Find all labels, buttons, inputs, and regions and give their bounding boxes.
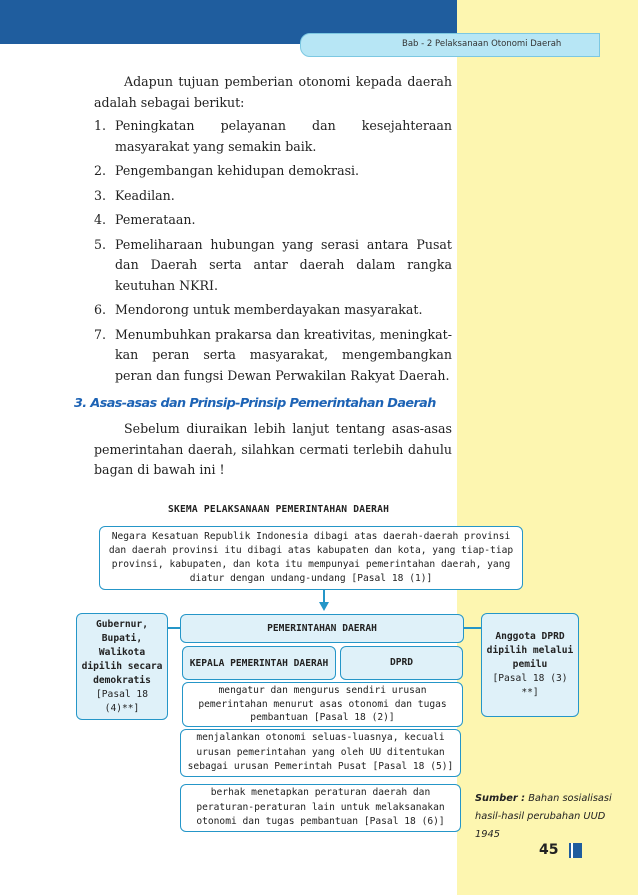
chapter-header-text: Bab - 2 Pelaksanaan Otonomi Daerah [402,39,562,49]
dprd-label: DPRD [389,657,414,668]
kepala-daerah-label: KEPALA PEMERINTAH DAERAH [189,657,329,669]
list-item-text: Peningkatan pelayanan dan kesejahteraan masyarakat yang semakin baik. [115,118,452,154]
page-marker [571,843,582,858]
list-item-text: Pemerataan. [115,212,196,227]
list-item-text: Keadilan. [115,187,175,203]
intro-paragraph: Adapun tujuan pemberian otonomi kepada daerah adalah sebagai berikut: [94,74,452,110]
source-label: Sumber : [475,793,526,804]
gubernur-text: Gubernur, Bupati, Walikota dipilih secara demokratis [81,618,163,686]
list-item [94,186,452,207]
list-item-number: 3. [94,187,107,203]
nkri-text: Negara Kesatuan Republik Indonesia dibagi atas daerah-daerah provinsi dan daerah provinsi itu dibagi atas kabupaten dan kota, yang tiap-tiap provinsi, kabupaten, dan kota itu mempunyai pemerintahan daerah, yang diatur dengan undang-undang [Pasal 18 (1)] [108,531,514,584]
list-item [94,300,452,321]
schema-title: SKEMA PELAKSANAAN PEMERINTAHAN DAERAH [168,504,390,515]
list-item-text: Menumbuhkan prakarsa dan kreativitas, meningkat-kan peran serta masyarakat, mengembangkan peran dan fungsi Dewan Perwakilan Rakyat Daerah. [115,326,452,383]
section-paragraph: Sebelum diuraikan lebih lanjut tentang asas-asas pemerintahan daerah, silahkan cermati terlebih dahulu bagan di bawah ini ! [94,421,452,477]
berhak-box [180,784,461,832]
berhak-text: berhak menetapkan peraturan daerah dan peraturan-peraturan lain untuk melaksanakan otonomi dan tugas pembantuan [Pasal 18 (6)] [196,787,445,828]
list-item [94,325,452,387]
pemerintahan-daerah-label: PEMERINTAHAN DAERAH [267,622,377,634]
section-heading: 3. Asas-asas dan Prinsip-Prinsip Pemerintahan Daerah [74,396,436,411]
list-item [94,235,452,297]
list-item [94,161,452,182]
list-item-number: 1. [94,118,107,133]
mengatur-box [182,682,463,727]
list-item-number: 2. [94,163,107,178]
goals-list [94,116,452,390]
pemerintahan-daerah-box [180,614,464,643]
source-note [475,790,615,844]
menjalankan-box [180,729,461,777]
list-item [94,210,452,231]
connector-right [464,627,481,629]
source-text: Bahan sosialisasi hasil-hasil perubahan UUD 1945 [475,793,612,840]
gubernur-box [76,613,168,720]
kepala-daerah-box [182,646,336,680]
list-item-number: 4. [94,212,107,227]
page-number: 45 [539,842,559,858]
gubernur-reference: [Pasal 18 (4)**] [96,688,148,714]
list-item-number: 7. [94,326,107,342]
dprd-box [340,646,463,680]
anggota-dprd-reference: [Pasal 18 (3) **] [492,673,568,698]
mengatur-text: mengatur dan mengurus sendiri urusan pemerintahan menurut asas otonomi dan tugas pembantuan [Pasal 18 (2)] [198,685,447,724]
list-item-number: 5. [94,236,107,252]
list-item [94,116,452,157]
anggota-dprd-text: Anggota DPRD dipilih melalui pemilu [486,631,574,670]
anggota-dprd-box [481,613,579,717]
nkri-box [99,526,523,590]
side-margin-strip [457,0,638,895]
menjalankan-text: menjalankan otonomi seluas-luasnya, kecuali urusan pemerintahan yang oleh UU ditentukan sebagai urusan Pemerintah Pusat [Pasal 18 (5)] [187,732,454,773]
list-item-text: Mendorong untuk memberdayakan masyarakat. [115,302,423,317]
list-item-text: Pengembangan kehidupan demokrasi. [115,163,360,178]
connector-arrow-head [319,602,329,611]
list-item-text: Pemeliharaan hubungan yang serasi antara Pusat dan Daerah serta antar daerah dalam rangka keutuhan NKRI. [115,236,452,293]
list-item-number: 6. [94,302,107,317]
